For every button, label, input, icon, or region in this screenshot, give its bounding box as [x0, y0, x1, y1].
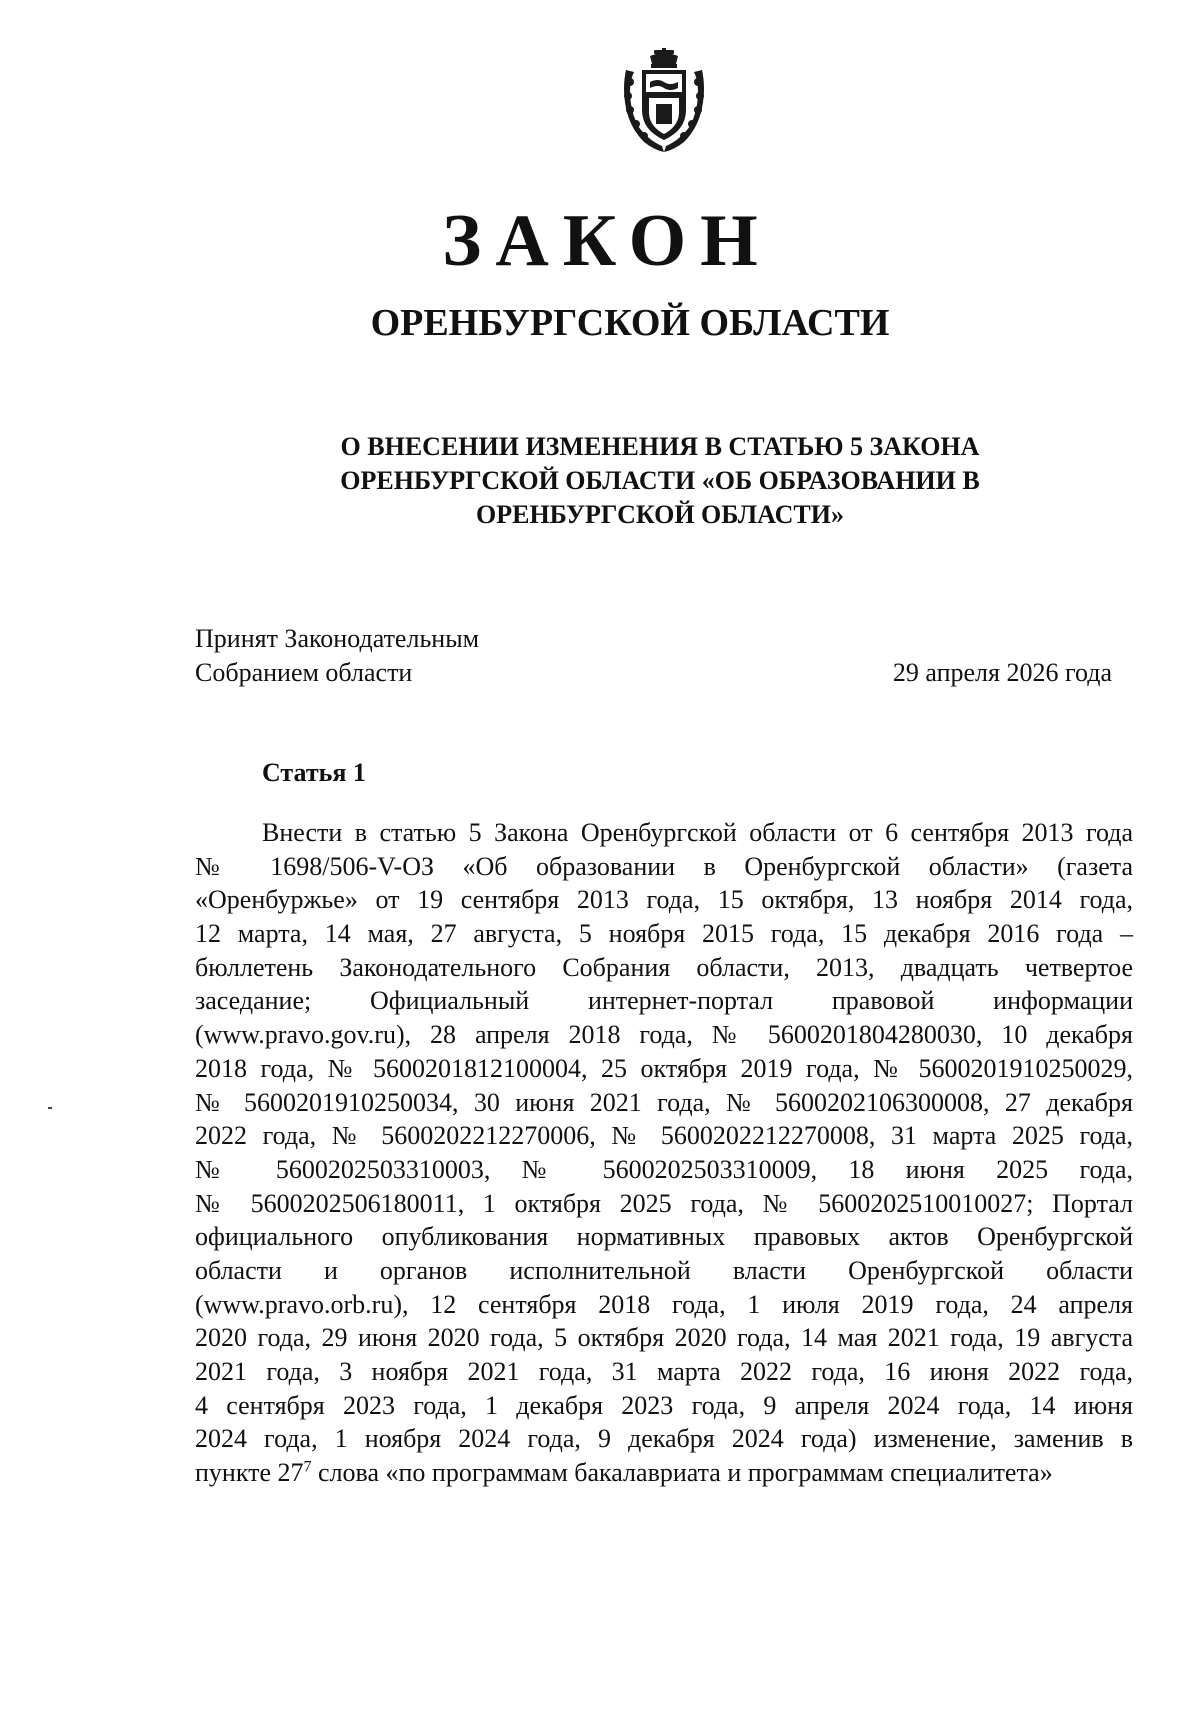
- law-title: ЗАКОН: [442, 200, 772, 282]
- oblast-coat-of-arms-icon: [618, 48, 710, 156]
- article-text-line: 2018 года, № 5600201812100004, 25 октября 2019 года, № 5600201910250029,: [195, 1053, 1133, 1083]
- article-text-line: № 5600202503310003, № 5600202503310009, 18 июня 2025 года,: [195, 1154, 1133, 1184]
- article-text-line: № 5600201910250034, 30 июня 2021 года, № 5600202106300008, 27 декабря: [195, 1087, 1133, 1117]
- article-text-line: области и органов исполнительной власти Оренбургской области: [195, 1255, 1133, 1285]
- article-text-line: 12 марта, 14 мая, 27 августа, 5 ноября 2015 года, 15 декабря 2016 года –: [195, 919, 1133, 949]
- article-text-line: Внести в статью 5 Закона Оренбургской области от 6 сентября 2013 года: [262, 818, 1133, 847]
- adoption-line: Собранием области: [195, 658, 413, 687]
- adoption-line: Принят Законодательным: [195, 624, 480, 653]
- superscript-index: 7: [303, 1458, 312, 1476]
- article-body: [195, 816, 1133, 1490]
- adoption-note: [195, 622, 479, 690]
- article-text-line: 2020 года, 29 июня 2020 года, 5 октября 2020 года, 14 мая 2021 года, 19 августа: [195, 1323, 1133, 1353]
- article-text-line: № 1698/506-V-ОЗ «Об образовании в Оренбургской области» (газета: [195, 851, 1133, 881]
- article-text-line: «Оренбуржье» от 19 сентября 2013 года, 15 октября, 13 ноября 2014 года,: [195, 885, 1133, 915]
- law-subject-line: ОРЕНБУРГСКОЙ ОБЛАСТИ «ОБ ОБРАЗОВАНИИ В: [340, 466, 980, 495]
- article-text-fragment: слова «по программам бакалавриата и программам специалитета»: [311, 1458, 1053, 1488]
- article-text-fragment: пункте 27: [195, 1458, 304, 1488]
- article-text-line: 2022 года, № 5600202212270006, № 5600202212270008, 31 марта 2025 года,: [195, 1121, 1133, 1151]
- adoption-date: 29 апреля 2026 года: [892, 658, 1112, 687]
- law-subject-line: ОРЕНБУРГСКОЙ ОБЛАСТИ»: [476, 500, 844, 529]
- article-text-line-last: [195, 1456, 1133, 1490]
- article-text-line: официального опубликования нормативных правовых актов Оренбургской: [195, 1222, 1133, 1252]
- article-text-line: (www.pravo.orb.ru), 12 сентября 2018 года, 1 июля 2019 года, 24 апреля: [195, 1289, 1133, 1319]
- article-text-line: 2024 года, 1 ноября 2024 года, 9 декабря 2024 года) изменение, заменив в: [195, 1424, 1133, 1454]
- article-text-line: 2021 года, 3 ноября 2021 года, 31 марта 2022 года, 16 июня 2022 года,: [195, 1357, 1133, 1386]
- scan-speck: [48, 1107, 52, 1109]
- article-text-line: (www.pravo.gov.ru), 28 апреля 2018 года, № 5600201804280030, 10 декабря: [195, 1020, 1133, 1050]
- law-subject: [300, 430, 1020, 532]
- region-title: ОРЕНБУРГСКОЙ ОБЛАСТИ: [370, 302, 890, 344]
- article-text-line: 4 сентября 2023 года, 1 декабря 2023 года, 9 апреля 2024 года, 14 июня: [195, 1390, 1133, 1420]
- article-text-line: № 5600202506180011, 1 октября 2025 года, № 5600202510010027; Портал: [195, 1188, 1133, 1218]
- article-text-line: бюллетень Законодательного Собрания области, 2013, двадцать четвертое: [195, 952, 1133, 982]
- article-text-line: заседание; Официальный интернет-портал правовой информации: [195, 986, 1133, 1016]
- law-subject-line: О ВНЕСЕНИИ ИЗМЕНЕНИЯ В СТАТЬЮ 5 ЗАКОНА: [340, 432, 980, 461]
- article-heading: Статья 1: [262, 758, 366, 787]
